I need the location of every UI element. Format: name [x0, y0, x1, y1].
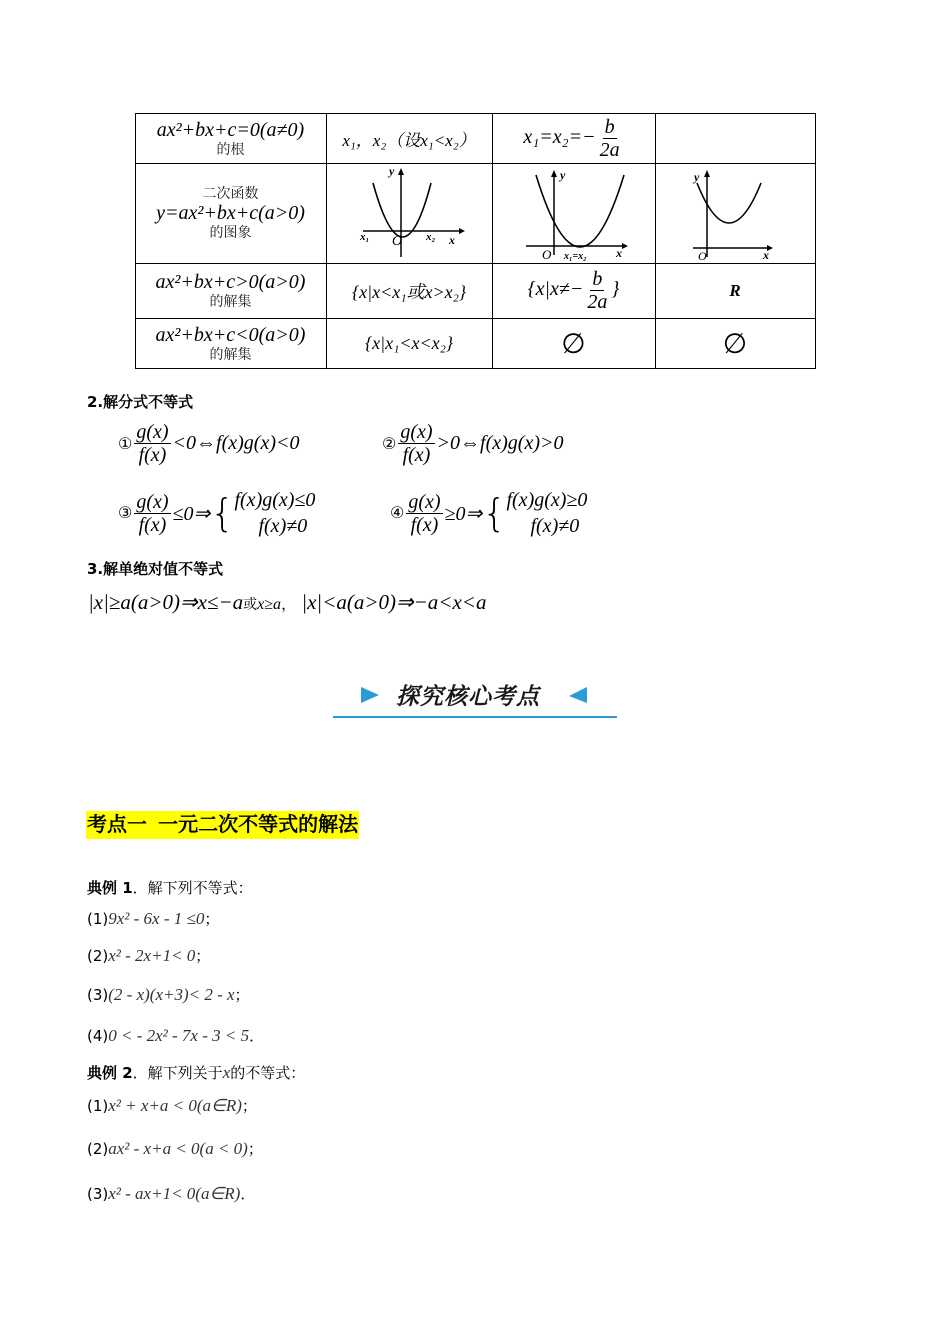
section-abs-title: 3.解单绝对值不等式 — [87, 560, 224, 578]
fraction-rule-2: ② $\frac{g(x)}{f(x)}$ >0⇔f(x)g(x)>0 — [382, 421, 564, 466]
y-axis-label: y — [560, 168, 566, 182]
roots-table — [135, 113, 816, 369]
example1-item-2: (2)x² - 2x+1< 0； — [87, 946, 211, 965]
lt-solution-one-root: ∅ — [561, 326, 586, 360]
gt-solution-no-root: R — [729, 280, 741, 300]
lt-solution-two-roots: {x|x₁<x<x₂} — [364, 332, 454, 353]
section-fraction-title: 2.解分式不等式 — [87, 393, 194, 411]
parabola-curve — [536, 175, 624, 247]
y-axis-label: y — [694, 170, 700, 184]
example1-item-3: (3)(2 - x)(x+3)< 2 - x； — [87, 985, 250, 1004]
right-triangle-icon — [359, 685, 381, 705]
row-graph-label: 二次函数 y=ax²+bx+c(a>0) 的图象 — [156, 185, 305, 241]
example1-header: 典例 1．解下列不等式： — [87, 879, 253, 897]
equation-label: ax²+bx+c=0(a≠0) — [156, 118, 305, 141]
topic-title: 考点一 一元二次不等式的解法 — [86, 811, 359, 839]
fraction-rule-1: ① $\frac{g(x)}{f(x)}$ <0⇔f(x)g(x)<0 — [118, 421, 300, 466]
banner-text: 探究核心考点 — [396, 683, 540, 709]
gt-solution-one-root: {x|x≠− $\frac{b}{2a}$ } — [527, 268, 620, 313]
roots-equal: x₁=x₂=− $\frac{b}{2a}$ — [523, 115, 620, 161]
example1-item-4: (4)0 < - 2x² - 7x - 3 < 5． — [87, 1026, 265, 1045]
x-axis-label: x — [616, 246, 622, 260]
example2-item-1: (1)x² + x+a < 0(a∈R)； — [87, 1096, 257, 1115]
x2-label: x₂ — [426, 231, 436, 243]
row-roots-label — [135, 113, 326, 163]
x-axis-label: x — [763, 248, 769, 261]
example2-item-3: (3)x² - ax+1< 0(a∈R)． — [87, 1184, 256, 1203]
example2-item-2: (2)ax² - x+a < 0(a < 0)； — [87, 1139, 263, 1158]
origin-label: O — [698, 249, 707, 261]
origin-label: O — [392, 234, 403, 249]
fraction-rule-3: ③ $\frac{g(x)}{f(x)}$ ≤0⇒ { f(x)g(x)≤0 f(x)≠0 — [118, 489, 316, 537]
parabola-two-roots-graph — [355, 165, 467, 261]
double-root-label: x₁=x₂ — [564, 251, 587, 261]
parabola-curve — [373, 183, 431, 237]
gt-solution-two-roots: {x|x<x₁或x>x₂} — [351, 281, 467, 302]
banner-underline — [333, 716, 617, 718]
y-axis-label: y — [389, 165, 395, 178]
x1-label: x₁ — [360, 231, 370, 243]
roots-none — [655, 113, 815, 163]
roots-distinct: x₁，x₂（设x₁<x₂） — [342, 130, 476, 150]
core-points-banner — [333, 676, 617, 720]
lt-solution-no-root: ∅ — [722, 326, 748, 360]
example2-header: 典例 2．解下列关于x的不等式： — [87, 1063, 306, 1082]
row-lt-label: ax²+bx+c<0(a>0) 的解集 — [155, 323, 306, 363]
fraction-rule-4: ④ $\frac{g(x)}{f(x)}$ ≥0⇒ { f(x)g(x)≥0 f(x)≠0 — [390, 489, 588, 537]
origin-label: O — [542, 247, 552, 261]
parabola-no-root-graph — [685, 165, 797, 261]
abs-value-rules: |x|≥a(a>0)⇒x≤−a或x≥a， |x|<a(a>0)⇒−a<x<a — [88, 590, 487, 614]
x-axis-label: x — [449, 233, 455, 247]
parabola-one-root-graph — [520, 165, 632, 261]
example1-item-1: (1)9x² - 6x - 1 ≤0； — [87, 909, 220, 928]
row-gt-label: ax²+bx+c>0(a>0) 的解集 — [155, 271, 306, 310]
left-triangle-icon — [567, 685, 589, 705]
caption: 的根 — [216, 141, 245, 158]
